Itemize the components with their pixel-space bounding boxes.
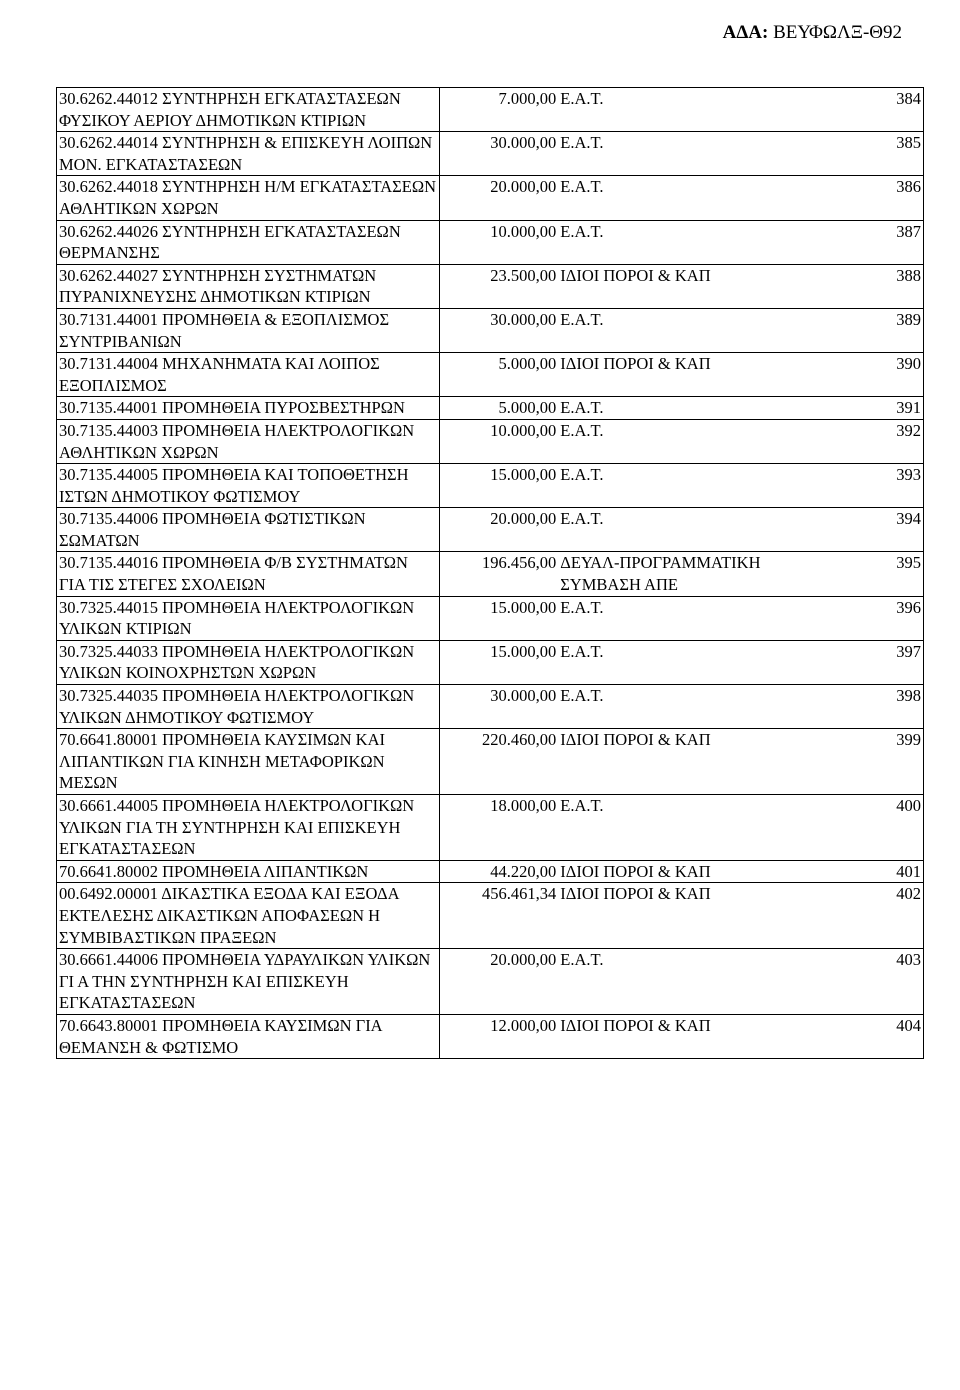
row-number: 385: [843, 132, 923, 176]
row-description: 30.7135.44016 ΠΡΟΜΗΘΕΙΑ Φ/Β ΣΥΣΤΗΜΑΤΩΝ ΓΙΑ ΤΙΣ ΣΤΕΓΕΣ ΣΧΟΛΕΙΩΝ: [57, 552, 440, 596]
table-row: [57, 220, 924, 264]
table-row: [57, 685, 924, 729]
row-funding-source: ΙΔΙΟΙ ΠΟΡΟΙ & ΚΑΠ: [558, 883, 843, 949]
row-description: 30.6262.44027 ΣΥΝΤΗΡΗΣΗ ΣΥΣΤΗΜΑΤΩΝ ΠΥΡΑΝΙΧΝΕΥΣΗΣ ΔΗΜΟΤΙΚΩΝ ΚΤΙΡΙΩΝ: [57, 264, 440, 308]
row-description: 30.7135.44003 ΠΡΟΜΗΘΕΙΑ ΗΛΕΚΤΡΟΛΟΓΙΚΩΝ ΑΘΛΗΤΙΚΩΝ ΧΩΡΩΝ: [57, 419, 440, 463]
row-amount: 15.000,00: [439, 464, 558, 508]
row-number: 388: [843, 264, 923, 308]
row-amount: 12.000,00: [439, 1014, 558, 1058]
row-number: 389: [843, 308, 923, 352]
table-row: [57, 640, 924, 684]
row-funding-source: Ε.Α.Τ.: [558, 508, 843, 552]
ada-label: ΑΔΑ:: [722, 22, 769, 43]
row-description: 30.7135.44005 ΠΡΟΜΗΘΕΙΑ ΚΑΙ ΤΟΠΟΘΕΤΗΣΗ ΙΣΤΩΝ ΔΗΜΟΤΙΚΟΥ ΦΩΤΙΣΜΟΥ: [57, 464, 440, 508]
table-row: [57, 596, 924, 640]
row-amount: 456.461,34: [439, 883, 558, 949]
row-number: 397: [843, 640, 923, 684]
row-description: 00.6492.00001 ΔΙΚΑΣΤΙΚΑ ΕΞΟΔΑ ΚΑΙ ΕΞΟΔΑ ΕΚΤΕΛΕΣΗΣ ΔΙΚΑΣΤΙΚΩΝ ΑΠΟΦΑΣΕΩΝ Η ΣΥΜΒΙΒΑΣΤΙΚΩΝ ΠΡΑΞΕΩΝ: [57, 883, 440, 949]
row-description: 30.7131.44004 ΜΗΧΑΝΗΜΑΤΑ ΚΑΙ ΛΟΙΠΟΣ ΕΞΟΠΛΙΣΜΟΣ: [57, 353, 440, 397]
row-description: 70.6641.80002 ΠΡΟΜΗΘΕΙΑ ΛΙΠΑΝΤΙΚΩΝ: [57, 860, 440, 883]
row-number: 401: [843, 860, 923, 883]
row-funding-source: Ε.Α.Τ.: [558, 464, 843, 508]
row-funding-source: Ε.Α.Τ.: [558, 176, 843, 220]
table-row: [57, 795, 924, 861]
row-funding-source: Ε.Α.Τ.: [558, 308, 843, 352]
row-amount: 5.000,00: [439, 397, 558, 420]
table-row: [57, 88, 924, 132]
row-amount: 30.000,00: [439, 685, 558, 729]
row-amount: 10.000,00: [439, 220, 558, 264]
table-row: [57, 308, 924, 352]
row-number: 394: [843, 508, 923, 552]
row-funding-source: Ε.Α.Τ.: [558, 397, 843, 420]
row-number: 391: [843, 397, 923, 420]
row-amount: 23.500,00: [439, 264, 558, 308]
row-funding-source: ΔΕΥΑΛ-ΠΡΟΓΡΑΜΜΑΤΙΚΗ ΣΥΜΒΑΣΗ ΑΠΕ: [558, 552, 843, 596]
row-description: 30.6262.44018 ΣΥΝΤΗΡΗΣΗ Η/Μ ΕΓΚΑΤΑΣΤΑΣΕΩΝ ΑΘΛΗΤΙΚΩΝ ΧΩΡΩΝ: [57, 176, 440, 220]
row-funding-source: ΙΔΙΟΙ ΠΟΡΟΙ & ΚΑΠ: [558, 264, 843, 308]
row-amount: 196.456,00: [439, 552, 558, 596]
row-amount: 30.000,00: [439, 132, 558, 176]
row-amount: 20.000,00: [439, 176, 558, 220]
row-description: 30.6262.44012 ΣΥΝΤΗΡΗΣΗ ΕΓΚΑΤΑΣΤΑΣΕΩΝ ΦΥΣΙΚΟΥ ΑΕΡΙΟΥ ΔΗΜΟΤΙΚΩΝ ΚΤΙΡΙΩΝ: [57, 88, 440, 132]
row-funding-source: Ε.Α.Τ.: [558, 419, 843, 463]
row-number: 402: [843, 883, 923, 949]
row-description: 30.6262.44014 ΣΥΝΤΗΡΗΣΗ & ΕΠΙΣΚΕΥΗ ΛΟΙΠΩΝ ΜΟΝ. ΕΓΚΑΤΑΣΤΑΣΕΩΝ: [57, 132, 440, 176]
row-amount: 30.000,00: [439, 308, 558, 352]
table-row: [57, 552, 924, 596]
row-amount: 18.000,00: [439, 795, 558, 861]
row-number: 384: [843, 88, 923, 132]
ada-header: [723, 22, 902, 44]
row-description: 30.6661.44006 ΠΡΟΜΗΘΕΙΑ ΥΔΡΑΥΛΙΚΩΝ ΥΛΙΚΩΝ ΓΙ Α ΤΗΝ ΣΥΝΤΗΡΗΣΗ ΚΑΙ ΕΠΙΣΚΕΥΗ ΕΓΚΑΤΑΣΤΑΣΕΩΝ: [57, 949, 440, 1015]
row-funding-source: Ε.Α.Τ.: [558, 795, 843, 861]
row-number: 390: [843, 353, 923, 397]
ada-code: ΒΕΥΦΩΛΞ-Θ92: [773, 22, 902, 43]
row-description: 30.6661.44005 ΠΡΟΜΗΘΕΙΑ ΗΛΕΚΤΡΟΛΟΓΙΚΩΝ ΥΛΙΚΩΝ ΓΙΑ ΤΗ ΣΥΝΤΗΡΗΣΗ ΚΑΙ ΕΠΙΣΚΕΥΗ ΕΓΚΑΤΑΣΤΑΣΕΩΝ: [57, 795, 440, 861]
row-funding-source: Ε.Α.Τ.: [558, 949, 843, 1015]
row-number: 403: [843, 949, 923, 1015]
table-row: [57, 729, 924, 795]
row-description: 70.6641.80001 ΠΡΟΜΗΘΕΙΑ ΚΑΥΣΙΜΩΝ ΚΑΙ ΛΙΠΑΝΤΙΚΩΝ ΓΙΑ ΚΙΝΗΣΗ ΜΕΤΑΦΟΡΙΚΩΝ ΜΕΣΩΝ: [57, 729, 440, 795]
row-funding-source: ΙΔΙΟΙ ΠΟΡΟΙ & ΚΑΠ: [558, 353, 843, 397]
table-row: [57, 264, 924, 308]
row-funding-source: ΙΔΙΟΙ ΠΟΡΟΙ & ΚΑΠ: [558, 729, 843, 795]
table-row: [57, 883, 924, 949]
table-row: [57, 860, 924, 883]
row-funding-source: Ε.Α.Τ.: [558, 132, 843, 176]
table-row: [57, 508, 924, 552]
row-description: 30.7325.44033 ΠΡΟΜΗΘΕΙΑ ΗΛΕΚΤΡΟΛΟΓΙΚΩΝ ΥΛΙΚΩΝ ΚΟΙΝΟΧΡΗΣΤΩΝ ΧΩΡΩΝ: [57, 640, 440, 684]
row-amount: 5.000,00: [439, 353, 558, 397]
row-amount: 44.220,00: [439, 860, 558, 883]
row-description: 30.6262.44026 ΣΥΝΤΗΡΗΣΗ ΕΓΚΑΤΑΣΤΑΣΕΩΝ ΘΕΡΜΑΝΣΗΣ: [57, 220, 440, 264]
row-number: 393: [843, 464, 923, 508]
row-description: 30.7325.44015 ΠΡΟΜΗΘΕΙΑ ΗΛΕΚΤΡΟΛΟΓΙΚΩΝ ΥΛΙΚΩΝ ΚΤΙΡΙΩΝ: [57, 596, 440, 640]
row-number: 386: [843, 176, 923, 220]
row-number: 400: [843, 795, 923, 861]
row-amount: 220.460,00: [439, 729, 558, 795]
row-number: 404: [843, 1014, 923, 1058]
row-amount: 7.000,00: [439, 88, 558, 132]
row-funding-source: Ε.Α.Τ.: [558, 88, 843, 132]
row-amount: 20.000,00: [439, 508, 558, 552]
row-amount: 15.000,00: [439, 596, 558, 640]
row-funding-source: Ε.Α.Τ.: [558, 685, 843, 729]
row-description: 30.7131.44001 ΠΡΟΜΗΘΕΙΑ & ΕΞΟΠΛΙΣΜΟΣ ΣΥΝΤΡΙΒΑΝΙΩΝ: [57, 308, 440, 352]
row-number: 398: [843, 685, 923, 729]
table-row: [57, 176, 924, 220]
row-funding-source: ΙΔΙΟΙ ΠΟΡΟΙ & ΚΑΠ: [558, 1014, 843, 1058]
row-funding-source: Ε.Α.Τ.: [558, 220, 843, 264]
row-number: 396: [843, 596, 923, 640]
table-row: [57, 1014, 924, 1058]
row-funding-source: ΙΔΙΟΙ ΠΟΡΟΙ & ΚΑΠ: [558, 860, 843, 883]
table-row: [57, 949, 924, 1015]
row-number: 392: [843, 419, 923, 463]
row-description: 30.7325.44035 ΠΡΟΜΗΘΕΙΑ ΗΛΕΚΤΡΟΛΟΓΙΚΩΝ ΥΛΙΚΩΝ ΔΗΜΟΤΙΚΟΥ ΦΩΤΙΣΜΟΥ: [57, 685, 440, 729]
budget-table: [56, 87, 924, 1059]
row-description: 70.6643.80001 ΠΡΟΜΗΘΕΙΑ ΚΑΥΣΙΜΩΝ ΓΙΑ ΘΕΜΑΝΣΗ & ΦΩΤΙΣΜΟ: [57, 1014, 440, 1058]
row-funding-source: Ε.Α.Τ.: [558, 596, 843, 640]
row-amount: 10.000,00: [439, 419, 558, 463]
row-amount: 20.000,00: [439, 949, 558, 1015]
row-description: 30.7135.44006 ΠΡΟΜΗΘΕΙΑ ΦΩΤΙΣΤΙΚΩΝ ΣΩΜΑΤΩΝ: [57, 508, 440, 552]
table-row: [57, 353, 924, 397]
table-row: [57, 419, 924, 463]
table-row: [57, 397, 924, 420]
table-row: [57, 464, 924, 508]
budget-table-body: [57, 88, 924, 1059]
row-amount: 15.000,00: [439, 640, 558, 684]
row-number: 399: [843, 729, 923, 795]
row-description: 30.7135.44001 ΠΡΟΜΗΘΕΙΑ ΠΥΡΟΣΒΕΣΤΗΡΩΝ: [57, 397, 440, 420]
table-row: [57, 132, 924, 176]
row-funding-source: Ε.Α.Τ.: [558, 640, 843, 684]
row-number: 387: [843, 220, 923, 264]
row-number: 395: [843, 552, 923, 596]
